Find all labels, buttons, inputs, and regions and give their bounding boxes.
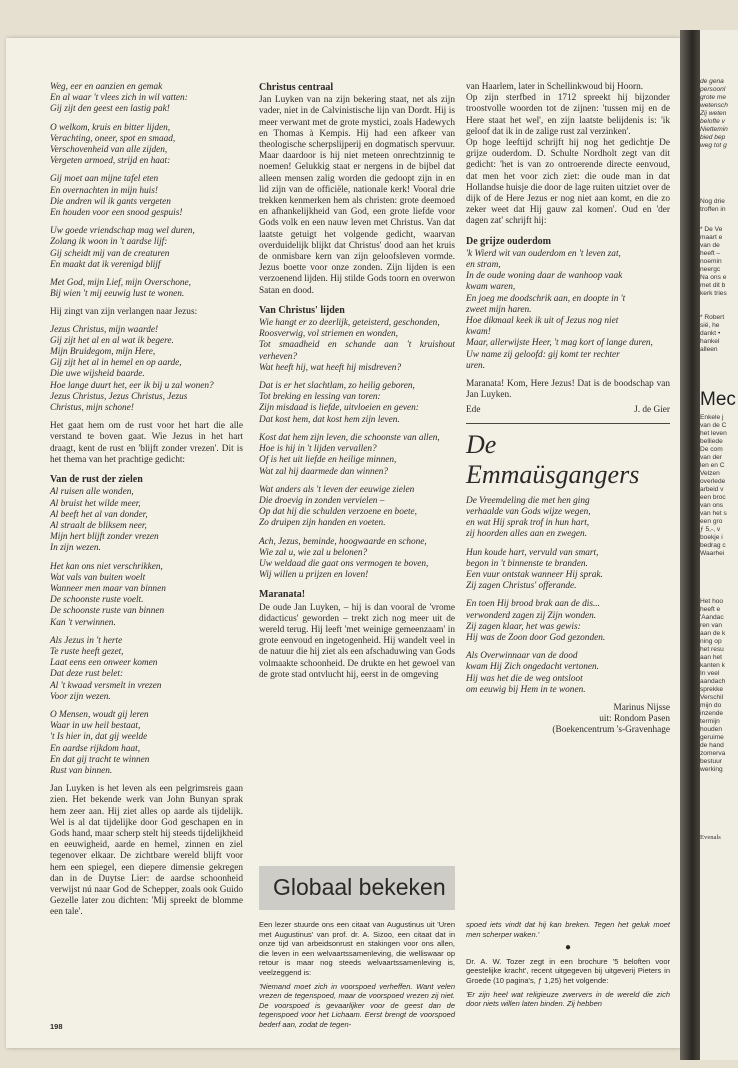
text-line: de hand (700, 742, 724, 749)
paragraph: Maranata! Kom, Here Jezus! Dat is de boodschap van Jan Luyken. (466, 379, 670, 401)
text-line: Al beeft het al van donder, (50, 509, 148, 520)
poem-stanza (259, 485, 455, 530)
paragraph: van Haarlem, later in Schellinkwoud bij Hoorn. (466, 82, 644, 92)
poem-stanza (466, 496, 670, 541)
text-line: dankt • (700, 330, 721, 337)
text-line: Hij was het die de weg ontsloot (466, 673, 583, 684)
text-line: Kost dat hem zijn leven, die schoonste van allen, (259, 432, 440, 443)
text-line: De com (700, 446, 723, 453)
text-line: om eeuwig bij Hem in te wonen. (466, 684, 586, 695)
text-line: Jezus Christus, Jezus Christus, Jezus (50, 391, 188, 402)
text-line: het leven (700, 430, 727, 437)
text-line: En al waar 't vlees zich in wil vatten: (50, 93, 188, 104)
text-line: aan de k (700, 630, 726, 637)
paragraph: Jan Luyken is het leven als een pelgrimsreis gaan zien. Het bekende werk van John Bunyan sprak hem zeer aan. Hij ziet alles op aarde als tijdelijk. Wel is al dat tijdelijke door God geschapen en in Gods hand, maar scherp stelt hij steeds tijdelijkheid en eeuwigheid, aarde en hemel, zinnen en ziel tegenover elkaar. De zichtbare wereld blijft voor hem een spiegel, een diepere dimensie gekregen dan in de Duytse Lier: de aardse schoonheid verwijst nú naar God de Schepper, zoals ook Guido Gezelle later zou dichten: 'Mij spreekt de blomme een tale'. (50, 784, 243, 918)
footnote (700, 314, 738, 354)
text-line: Roosverwig, vol striemen en wonden, (259, 329, 398, 340)
text-fragment: Evenals (700, 834, 721, 841)
text-line: werking (700, 766, 723, 773)
text-line: kanten k (700, 662, 725, 669)
text-line: O Mensen, woudt gij leren (50, 709, 149, 720)
text-fragment (700, 414, 738, 558)
section-heading: Maranata! (259, 589, 306, 601)
poem-stanza (259, 381, 455, 426)
quote: spoed iets vindt dat hij kan breken. Tegen het geluk moet men scherper waken.' (466, 920, 670, 939)
text-line: Zij weten (700, 110, 727, 117)
text-line: de gena (700, 78, 724, 85)
text-line: Niettemin (700, 126, 728, 133)
text-line: Al 't kwaad versmelt in vrezen (50, 680, 162, 691)
text-line: Christus, mijn schone! (50, 403, 134, 414)
poem-stanza (50, 174, 243, 219)
text-line: verwonderd zagen zij Zijn wonden. (466, 610, 597, 621)
text-line: boekje i (700, 534, 723, 541)
signature-place: Ede (466, 405, 481, 416)
text-line: Laat eens een onweer komen (50, 658, 158, 669)
text-line: Al ruisen alle wonden, (50, 487, 134, 498)
text-line: En joeg me doodschrik aan, en doopte in 't (466, 293, 626, 304)
poem-stanza (50, 487, 243, 554)
middle-column (259, 82, 455, 687)
text-line: aan het (700, 654, 722, 661)
text-line: Zolang ik woon in 't aardse lijf: (50, 237, 168, 248)
poem-stanza (50, 562, 243, 629)
text-line: van de C (700, 422, 727, 429)
article-title: De Emmaüsgangers (466, 429, 640, 489)
text-line: En overnachten in mijn huis! (50, 185, 158, 196)
poem-stanza (466, 599, 670, 644)
poem-stanza (259, 433, 455, 478)
paragraph: De oude Jan Luyken, – hij is dan vooral de 'vrome didacticus' geworden – trekt zich nog meer uit de wereld terug. Hij leeft 'met weinige gemeenzaam' in grote eenvoud en ingetogenheid. Hij wandelt veel in de natuur die hij ziet als een afschaduwing van Gods volmaakte schoonheid. De drukte en het gewoel van de grote stad ontvlucht hij, eerst in de omgeving (259, 602, 455, 680)
text-line: Uw goede vriendschap mag wel duren, (50, 226, 195, 237)
text-line: Het hoo (700, 598, 724, 605)
poem-stanza (50, 325, 243, 415)
text-line: En maakt dat ik verenigd blijf (50, 259, 161, 270)
text-line: De schoonste ruste van binnen (50, 606, 165, 617)
text-line: Al bruist het wilde meer, (50, 498, 141, 509)
text-line: ƒ 5,-, v (700, 526, 721, 533)
text-line: bestuur (700, 758, 722, 765)
text-line: Wie hangt er zo deerlijk, geteisterd, geschonden, (259, 318, 440, 329)
text-line: * Robert (700, 314, 725, 321)
text-line: begon in 't binnenste te branden. (466, 558, 588, 569)
text-line: Hoe is hij in 't lijden vervallen? (259, 444, 377, 455)
globaal-left-column (259, 920, 455, 1034)
text-line: zij hoorden alles aan en zwegen. (466, 529, 588, 540)
text-line: Waar in uw heil bestaat, (50, 721, 141, 732)
text-line: Verachting, oneer, spot en smaad, (50, 133, 176, 144)
text-line: Op dat hij die schulden verzoene en boete, (259, 507, 418, 518)
text-line: Zo druipen zijn handen en voeten. (259, 518, 386, 529)
text-line: en stram, (466, 260, 501, 271)
text-line: weg tot g (700, 142, 727, 149)
text-line: Uw weldaad die gaat ons vermogen te boven, (259, 558, 429, 569)
text-line: uren. (466, 360, 486, 371)
page-number: 198 (50, 1022, 63, 1031)
text-line: 'k Wierd wit van ouderdom en 't leven zat, (466, 248, 621, 259)
text-line: O welkom, kruis en bitter lijden, (50, 122, 171, 133)
text-line: arbeid v (700, 486, 724, 493)
text-line: termijn (700, 718, 720, 725)
text-line: Ach, Jezus, beminde, hoogwaarde en schone, (259, 536, 427, 547)
text-line: Hoe dikmaal keek ik uit of Jezus nog niet (466, 316, 619, 327)
text-line: Met God, mijn Lief, mijn Overschone, (50, 278, 191, 289)
section-heading: Van de rust der zielen (50, 474, 143, 486)
text-line: bied bep (700, 134, 726, 141)
text-line: verhaalde van Gods wijze wegen, (466, 506, 591, 517)
poem-stanza (466, 651, 670, 696)
text-line: Velzen (700, 470, 720, 477)
text-line: heeft – (700, 250, 721, 257)
text-line: ning op (700, 638, 722, 645)
footnote (700, 226, 738, 298)
signature-author: J. de Gier (634, 405, 670, 416)
text-line: Wanneer men maar van binnen (50, 583, 166, 594)
text-line: Jezus Christus, mijn waarde! (50, 324, 159, 335)
text-line: van ons (700, 502, 724, 509)
text-line: Of is het uit liefde en heilige minnen, (259, 455, 397, 466)
book-gutter (680, 30, 700, 1060)
text-line: Verschil (700, 694, 724, 701)
paragraph: Op hoge leeftijd schrijft hij nog het gedichtje De grijze ouderdom. D. Schulte Nordholt zegt van dit gedicht: 'het is van zo ontroerende directe eenvoud, dat men het voor zich ziet: die oude man in dat Hollandse huisje die door de lage ruiten uitziet over de dijk of de Here Jezus er nog niet aan komt, en die zo zeker weet dat Hij gauw zal komen'. Oud en 'der dagen zat' schrijft hij: (466, 138, 670, 227)
text-line: van de (700, 242, 720, 249)
text-line: Na ons e (700, 274, 727, 281)
poem-stanza (50, 123, 243, 168)
text-line: Mijn hert blijft zonder vrezen (50, 532, 159, 543)
text-line: belliede (700, 438, 723, 445)
section-heading: Christus centraal (259, 82, 334, 93)
text-line: De schoonste ruste voelt. (50, 595, 144, 606)
text-line: In veel (700, 670, 720, 677)
text-line: Weg, eer en aanzien en gemak (50, 82, 163, 92)
text-line: Gij moet aan mijne tafel eten (50, 174, 159, 185)
paragraph: Hij zingt van zijn verlangen naar Jezus: (50, 307, 198, 318)
text-line: neergc (700, 266, 721, 273)
text-line: kwam! (466, 327, 491, 338)
text-line: Die andren wil ik gants vergeten (50, 196, 171, 207)
text-line: ren van (700, 622, 722, 629)
text-line: van het s (700, 510, 727, 517)
next-page-heading: Mec (700, 389, 736, 410)
text-line: En dat gij tracht te winnen (50, 754, 150, 765)
section-heading: Van Christus' lijden (259, 304, 345, 316)
text-line: Zij zagen Christus' offerande. (466, 581, 577, 592)
text-line: Hij was de Zoon door God gezonden. (466, 632, 606, 643)
text-line: heeft e (700, 606, 721, 613)
text-line: noemin (700, 258, 722, 265)
text-line: Gij scheidt mij van de creaturen (50, 248, 170, 259)
poem-stanza (259, 318, 455, 374)
text-line: Wie zal u, wie zal u belonen? (259, 547, 368, 558)
text-line: Die droevig in zonden vervielen – (259, 495, 385, 506)
text-line: Wat heeft hij, wat heeft hij misdreven? (259, 362, 402, 373)
text-line: Zijn misdaad is liefde, uitvloeien en geven: (259, 403, 419, 414)
text-line: Marinus Nijsse (613, 702, 670, 713)
text-line: geruime (700, 734, 724, 741)
text-line: sprekke (700, 686, 724, 693)
banner-title: Globaal bekeken (273, 874, 446, 900)
text-line: Gij zijt het al en al wat ik begere. (50, 335, 174, 346)
quote: 'Niemand moet zich in voorspoed verheffen. Want velen vrezen de tegenspoed, maar de voorspoed vrezen zij niet. De voorspoed is gevaarlijker voor de geest dan de tegenspoed voor het Lichaam. Eerst brengt de voorspoed bederf aan, zodat de tegen- (259, 981, 455, 1029)
paragraph: Dr. A. W. Tozer zegt in een brochure '5 beloften voor geestelijke kracht', recent uitgegeven bij uitgeverij Pieters in Groede (10 pagina's, ƒ 1,25) het volgende: (466, 956, 670, 985)
globaal-right-column (466, 920, 670, 1013)
text-line: 'Aandac (700, 614, 724, 621)
text-line: En houden voor een snood gespuis! (50, 208, 183, 219)
text-line: Dat is er het slachtlam, zo heilig geboren, (259, 381, 415, 392)
text-line: mijn do (700, 702, 722, 709)
text-fragment (700, 198, 738, 214)
paragraph: Het gaat hem om de rust voor het hart die alle verstand te boven gaat. Wie Jezus in het hart draagt, kent de rust en 'blijft zonder vrezen'. Dit is het thema van het prachtige gedicht: (50, 421, 243, 465)
text-line: troffen in (700, 206, 726, 213)
text-line: zomerva (700, 750, 726, 757)
poem-stanza (50, 636, 243, 703)
text-fragment (700, 78, 738, 150)
text-line: (Boekencentrum 's-Gravenhage (552, 725, 670, 736)
text-line: Wat vals van buiten woelt (50, 572, 146, 583)
text-line: houden (700, 726, 723, 733)
text-line: Hun koude hart, vervuld van smart, (466, 547, 599, 558)
signature-line (466, 405, 670, 416)
text-line: zweet mijn haren. (466, 304, 532, 315)
poem-credit (466, 703, 670, 737)
text-line: Een vuur ontstak wanneer Hij sprak. (466, 569, 603, 580)
text-line: Wij willen u prijzen en loven! (259, 570, 369, 581)
text-line: Wat anders als 't leven der eeuwige zielen (259, 484, 415, 495)
text-line: aandach (700, 678, 726, 685)
text-line: Bij wien 't mij eeuwig lust te wonen. (50, 289, 185, 300)
text-line: een broc (700, 494, 726, 501)
text-line: len en C (700, 462, 725, 469)
text-line: Als Overwinnaar van de dood (466, 651, 578, 662)
text-line: met dit b (700, 282, 726, 289)
text-line: kerk tries (700, 290, 727, 297)
text-line: En aardse rijkdom haat, (50, 743, 141, 754)
text-line: kwam waren, (466, 282, 516, 293)
poem-stanza (50, 710, 243, 777)
magazine-page (6, 38, 680, 1048)
poem-stanza (50, 82, 243, 116)
text-line: hankel (700, 338, 720, 345)
text-line: kwam Hij Zich ongedacht vertonen. (466, 662, 599, 673)
poem-stanza (50, 226, 243, 271)
text-line: Kan 't verwinnen. (50, 617, 116, 628)
poem-stanza (259, 537, 455, 582)
text-line: grote me (700, 94, 727, 101)
text-line: wetensch (700, 102, 728, 109)
paragraph: Een lezer stuurde ons een citaat van Augustinus uit 'Uren met Augustinus' van prof. dr. A. Sizoo, een citaat dat in onze tijd van arbeidsonrust en stakingen voor ons allen, die leven in een welvaartssamenleving, die welliswaar op retour is maar nog steeds welvaartssamenleving is, veelzeggend is: (259, 920, 455, 977)
text-line: Mijn Bruidegom, mijn Here, (50, 347, 156, 358)
paragraph: Op zijn sterfbed in 1712 spreekt hij bijzonder troostvolle woorden tot de zijnen: 'tussen mij en de Here staat het wel', en zijn laatste belijdenis is: 'ik geloof dat ik in de zalige rust zal verzinken'. (466, 93, 670, 137)
text-line: Het kan ons niet verschrikken, (50, 561, 163, 572)
text-line: En toen Hij brood brak aan de dis... (466, 599, 600, 610)
text-line: Dat deze rust belet: (50, 669, 124, 680)
left-column (50, 82, 243, 925)
text-line: In zijn wezen. (50, 543, 101, 554)
text-line: sië, he (700, 322, 720, 329)
text-line: 't Is hier in, dat gij weelde (50, 732, 148, 743)
section-heading: De grijze ouderdom (466, 235, 551, 247)
text-line: en wat Hij sprak trof in hun hart, (466, 518, 590, 529)
text-line: Al straalt de bliksem neer, (50, 520, 147, 531)
text-line: Tot breking en lessing van toren: (259, 392, 381, 403)
text-line: een gro (700, 518, 723, 525)
text-line: Dat kost hem, dat kost hem zijn leven. (259, 414, 400, 425)
text-line: De Vreemdeling die met hen ging (466, 495, 590, 506)
text-line: Rust van binnen. (50, 765, 113, 776)
text-line: belofte v (700, 118, 725, 125)
text-line: Zij zagen klaar, het was gewis: (466, 621, 581, 632)
text-line: Wat zal hij daarmede dan winnen? (259, 466, 389, 477)
text-line: persoonl (700, 86, 726, 93)
text-line: overlede (700, 478, 726, 485)
text-line: Verschovenheid van alle zijden, (50, 145, 168, 156)
text-line: Hoe lange duurt het, eer ik bij u zal wonen? (50, 380, 214, 391)
text-line: Gij zijt den geest een lastig pak! (50, 104, 170, 115)
divider (466, 423, 670, 424)
text-line: In de oude woning daar de wanhoop vaak (466, 271, 623, 282)
text-line: maart e (700, 234, 723, 241)
text-line: Als Jezus in 't herte (50, 635, 123, 646)
text-line: van der (700, 454, 722, 461)
right-column (466, 82, 670, 737)
paragraph: Jan Luyken van na zijn bekering staat, net als zijn vader, niet in de Calvinistische lijn van Dordt. Hij is meer verwant met de grote mystici, zoals Hadewych en Thomas à Kempis. Hij had een afkeer van theologische scherpslijperij en dogmatisch spervuur. Maar daardoor is hij niet meteen onrechtzinnig te noemen! Gelukkig staat er nergens in de bijbel dat alleen mensen zalig worden die gedoopt zijn in en lid zijn van de officiële, nationale kerk! Vooral drie trekken kenmerken hem als christen: grote deemoed en afhankelijkheid van God, een grote liefde voor Gods volk en een nauw leven met Christus. Van dat laatste getuigt het volgende gedicht, waarvan overduidelijk blijkt dat Christus' dood aan het kruis de onmisbare kern van zijn geloofsleven vormde. Jezus boette voor onze zonden. Zijn lijden is een verzoenend lijden. Hij stilde Gods toorn en overwon Satan en dood. (259, 95, 455, 296)
text-fragment (700, 598, 738, 774)
globaal-bekeken-banner (259, 866, 455, 910)
text-line: Tot smaadheid en schande aan 't kruishout verheven? (259, 340, 455, 362)
text-line: Te ruste heeft gezet, (50, 646, 124, 657)
text-line: Vergeten armoed, strijd en haat: (50, 156, 171, 167)
text-line: bedrag c (700, 542, 726, 549)
text-line: alleen (700, 346, 718, 353)
bullet-separator: ● (564, 942, 572, 954)
text-line: inzende (700, 710, 724, 717)
next-page-text (700, 30, 738, 842)
text-line: Gij zijt het al in hemel en op aarde, (50, 358, 182, 369)
next-page-edge (700, 30, 738, 1060)
text-line: Waarhei (700, 550, 725, 557)
quote: 'Er zijn heel wat religieuze zwervers in de wereld die zich door niets willen laten binden. Zij hebben (466, 989, 670, 1009)
text-line: Enkele j (700, 414, 724, 421)
poem-stanza (50, 278, 243, 300)
text-line: Die uwe wijsheid baarde. (50, 369, 145, 380)
text-line: Maar, allerwijste Heer, 't mag kort of lange duren, (466, 338, 653, 349)
text-line: uit: Rondom Pasen (599, 714, 670, 725)
poem-stanza (466, 249, 670, 372)
text-line: Nog drie (700, 198, 725, 205)
text-line: Voor zijn wezen. (50, 691, 111, 702)
poem-stanza (466, 548, 670, 593)
text-line: * De Ve (700, 226, 723, 233)
text-line: het resu (700, 646, 724, 653)
text-line: Uw name zij geloofd: gij komt ter rechter (466, 349, 620, 360)
